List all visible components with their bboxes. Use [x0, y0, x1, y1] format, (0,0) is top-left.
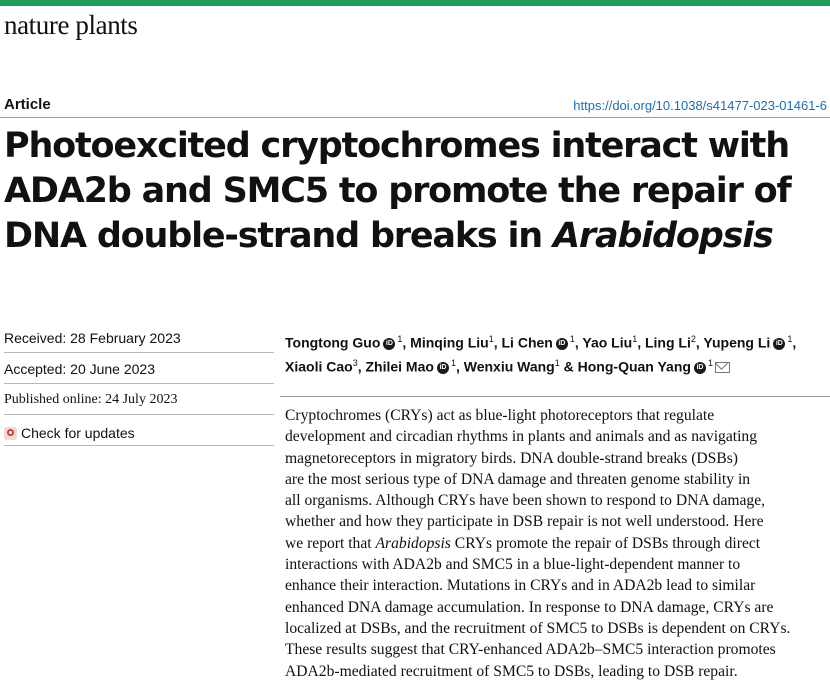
title-italic-species: Arabidopsis — [553, 216, 773, 256]
email-icon[interactable] — [715, 362, 730, 373]
abstract-line: whether and how they participate in DSB repair is not well understood. Here — [285, 513, 764, 531]
title-line — [4, 214, 826, 259]
author-name[interactable]: Hong-Quan Yang — [577, 358, 691, 375]
abstract-line: development and circadian rhythms in plants and animals and as navigating — [285, 428, 758, 446]
abstract-line: interactions with ADA2b and SMC5 in a blue-light-dependent manner to — [285, 556, 741, 574]
abstract-divider — [280, 396, 830, 397]
author-name[interactable]: Xiaoli Cao — [285, 358, 353, 375]
author-name[interactable]: Yao Liu — [582, 334, 633, 351]
author-name[interactable]: Wenxiu Wang — [463, 358, 555, 375]
author-name[interactable]: Yupeng Li — [703, 334, 771, 351]
affiliation-marker: 1 — [787, 334, 793, 344]
abstract-italic-term: Arabidopsis — [375, 534, 451, 552]
affiliation-marker: 1 — [488, 334, 494, 344]
article-type-label: Article — [4, 96, 51, 113]
affiliation-marker: 1 — [707, 357, 713, 368]
publication-dates — [4, 322, 274, 446]
orcid-icon[interactable]: iD — [383, 338, 395, 350]
author-name[interactable]: Minqing Liu — [410, 334, 489, 351]
affiliation-marker: 1 — [450, 357, 456, 368]
affiliation-marker: 3 — [352, 357, 358, 368]
affiliation-marker: 1 — [632, 334, 638, 344]
affiliation-marker: 1 — [554, 357, 560, 368]
orcid-icon[interactable]: iD — [437, 362, 449, 374]
check-updates-icon — [4, 427, 17, 440]
abstract-line: are the most serious type of DNA damage and threaten genome stability in — [285, 470, 751, 488]
title-line: Photoexcited cryptochromes interact with — [4, 126, 789, 166]
abstract-line: ADA2b-mediated recruitment of SMC5 to DSBs, leading to DSB repair. — [285, 662, 738, 680]
author-name[interactable]: Tongtong Guo — [285, 334, 381, 351]
abstract-line: localized at DSBs, and the recruitment of SMC5 to DSBs is dependent on CRYs. — [285, 619, 791, 637]
header-divider — [0, 117, 830, 118]
orcid-icon[interactable]: iD — [694, 362, 706, 374]
journal-name[interactable]: nature plants — [4, 10, 138, 40]
received-date: Received: 28 February 2023 — [4, 322, 274, 353]
doi-link[interactable]: https://doi.org/10.1038/s41477-023-01461-6 — [573, 98, 827, 113]
affiliation-marker: 2 — [690, 334, 696, 344]
published-date: Published online: 24 July 2023 — [4, 384, 274, 415]
check-updates-label: Check for updates — [21, 425, 135, 441]
abstract-line: enhance their interaction. Mutations in CRYs and in ADA2b lead to similar — [285, 577, 756, 595]
accepted-date: Accepted: 20 June 2023 — [4, 353, 274, 384]
title-line: ADA2b and SMC5 to promote the repair of — [4, 171, 791, 211]
article-title — [4, 124, 826, 259]
abstract-line: Cryptochromes (CRYs) act as blue-light photoreceptors that regulate — [285, 407, 715, 424]
affiliation-marker: 1 — [569, 334, 575, 344]
author-name[interactable]: Zhilei Mao — [365, 358, 434, 375]
abstract-line: These results suggest that CRY-enhanced ADA2b–SMC5 interaction promotes — [285, 641, 776, 659]
check-for-updates-button[interactable] — [4, 415, 274, 446]
author-name[interactable]: Li Chen — [501, 334, 553, 351]
orcid-icon[interactable]: iD — [556, 338, 568, 350]
orcid-icon[interactable]: iD — [773, 338, 785, 350]
abstract-line: all organisms. Although CRYs have been shown to respond to DNA damage, — [285, 492, 766, 510]
abstract-line: we report that Arabidopsis CRYs promote the repair of DSBs through direct — [285, 534, 761, 552]
title-line-text: DNA double-strand breaks in — [4, 216, 554, 256]
author-name[interactable]: Ling Li — [644, 334, 691, 351]
abstract-line: magnetoreceptors in migratory birds. DNA double-strand breaks (DSBs) — [285, 449, 738, 467]
affiliation-marker: 1 — [397, 334, 403, 344]
journal-accent-bar — [0, 0, 830, 6]
author-list: Tongtong Guo iD $^1$, Minqing Liu$^1$, Li Chen iD $^1$, Yao Liu$^1$, Ling Li$^2$, Yupeng Li iD $^1$, Xiaoli Cao$^3$, Zhilei Mao iD $^1$, Wenxiu Wang$^1$ & Hong-Quan Yang iD $^1$ — [285, 334, 797, 375]
abstract-line: enhanced DNA damage accumulation. In response to DNA damage, CRYs are — [285, 598, 774, 616]
abstract — [285, 405, 830, 682]
